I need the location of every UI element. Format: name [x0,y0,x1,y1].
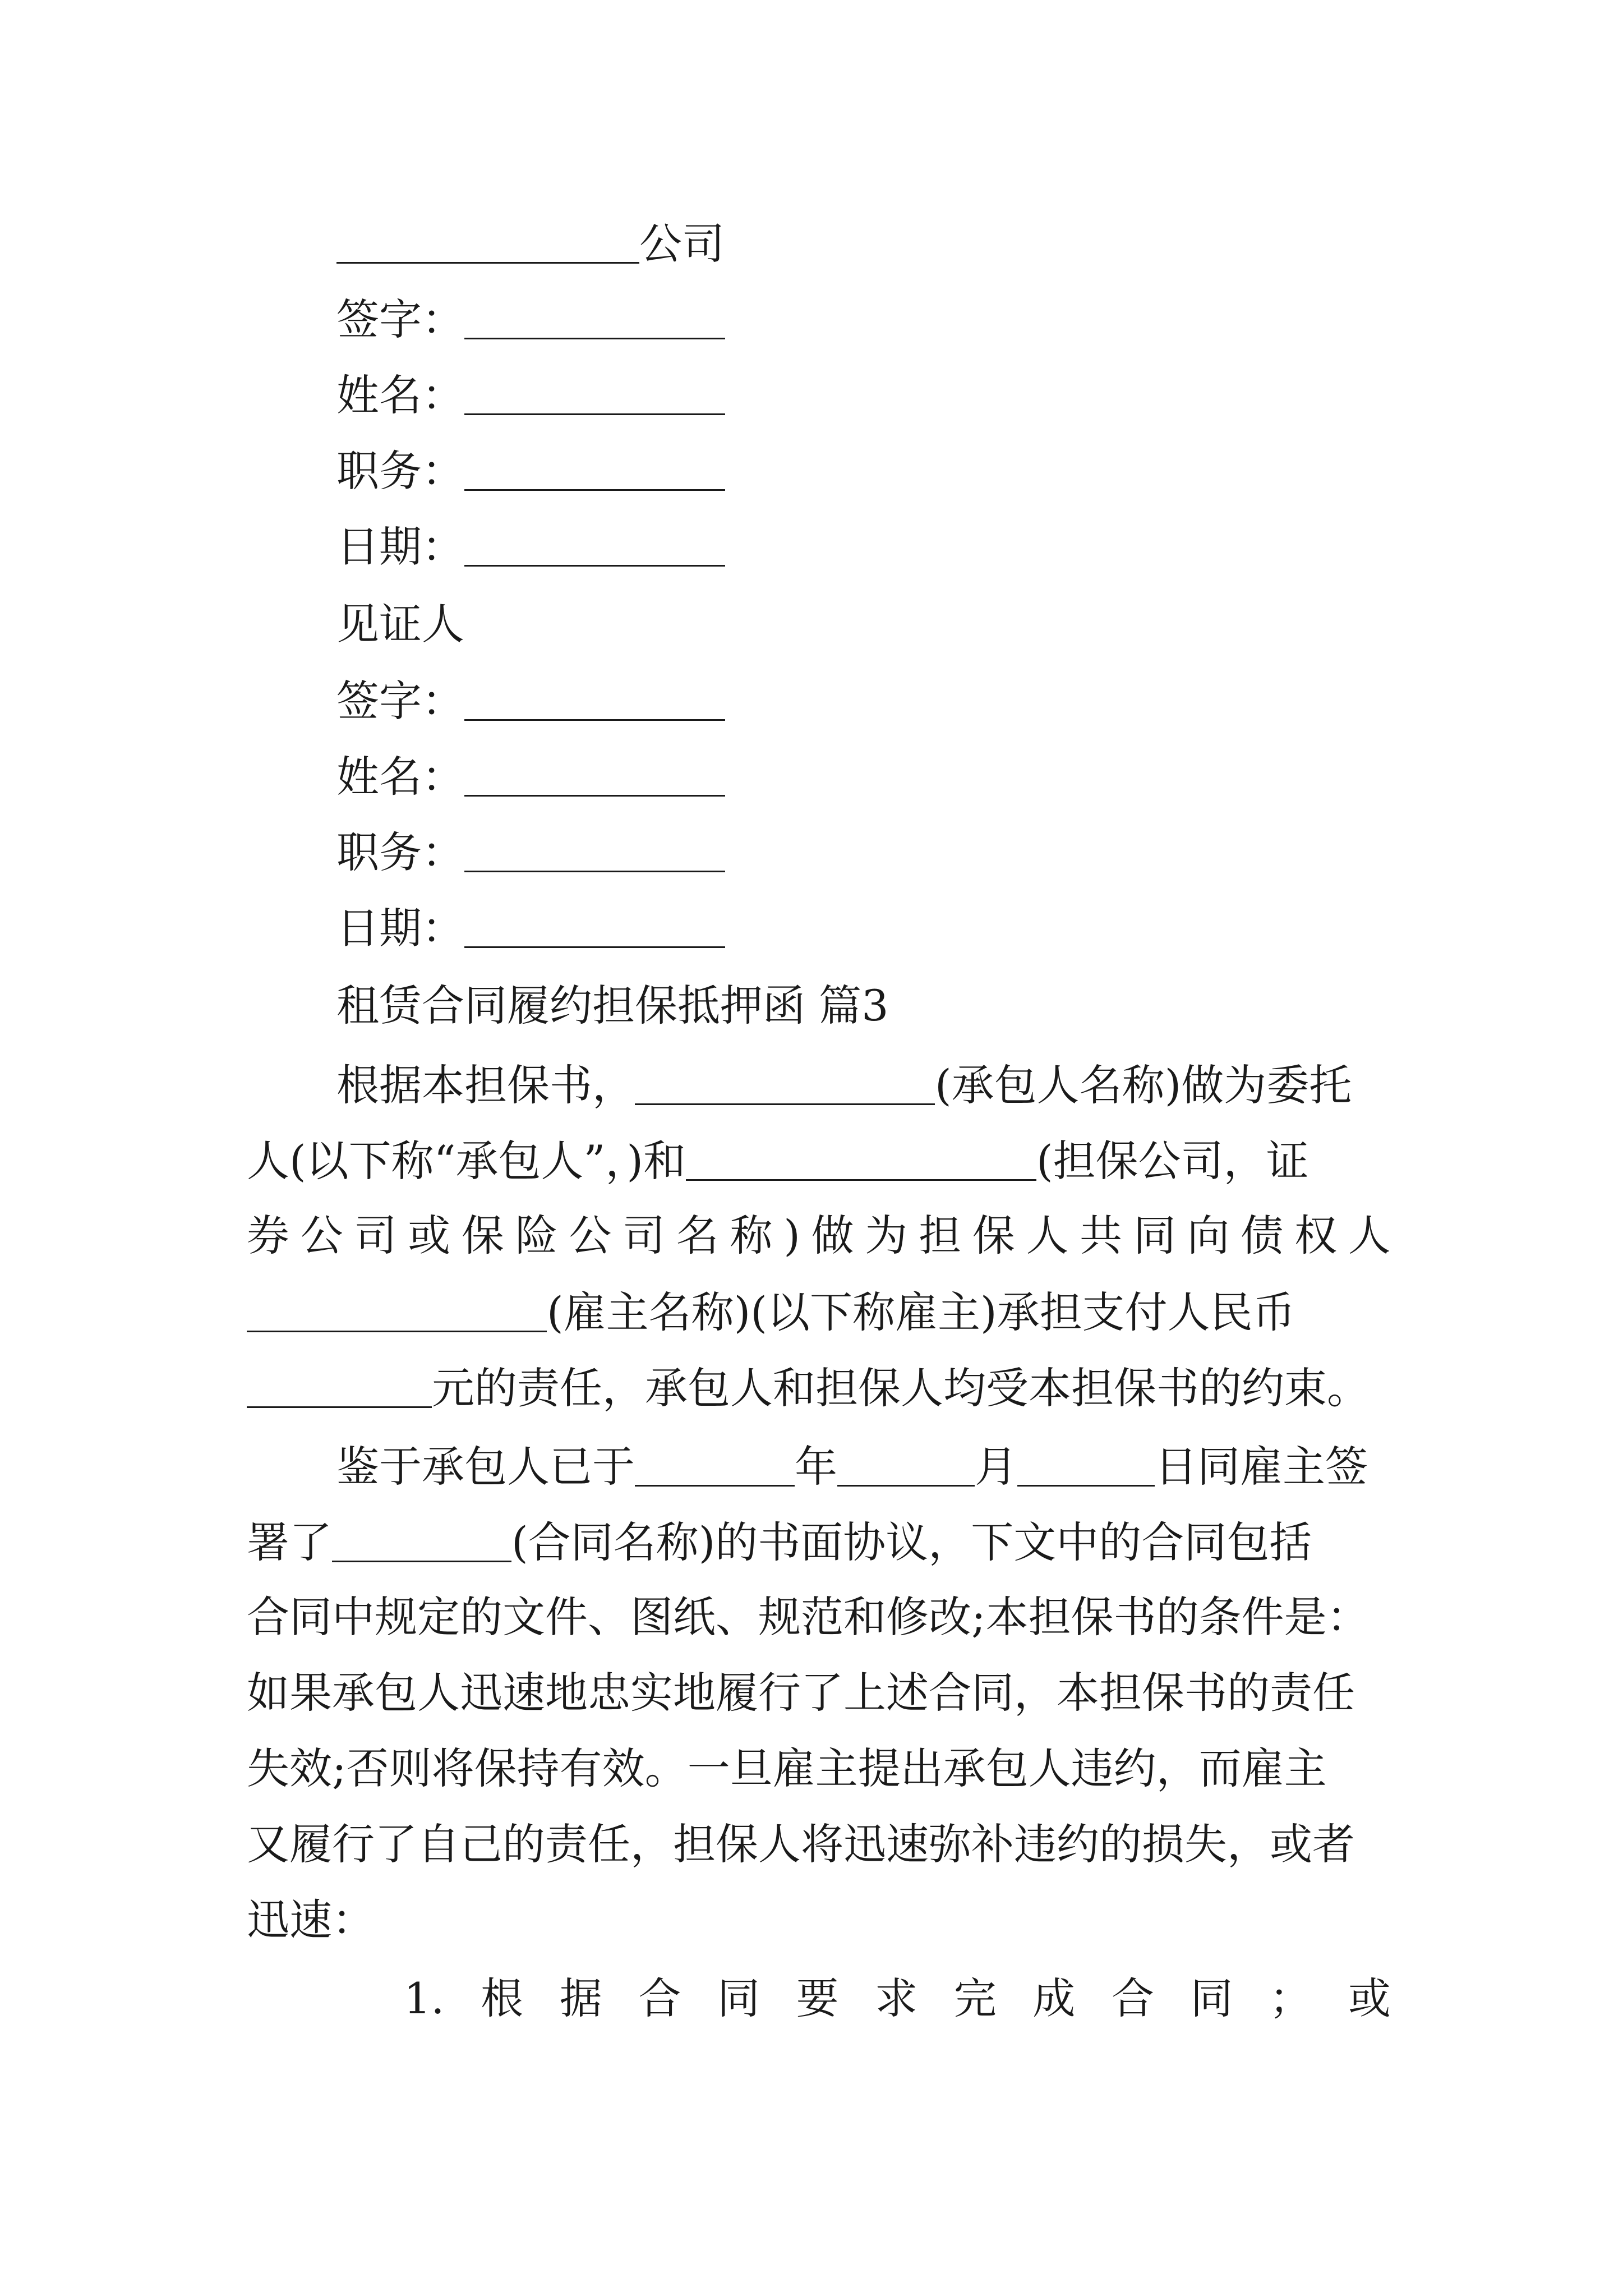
witness-name-blank[interactable] [464,754,725,797]
justified-char: 担 [919,1211,961,1260]
para2-line5: 失效;否则将保持有效。一旦雇主提出承包人违约，而雇主 [247,1743,1327,1793]
justified-char: 保 [461,1211,504,1260]
para1-text: 根据本担保书， [336,1060,635,1111]
para2-line4: 如果承包人迅速地忠实地履行了上述合同，本担保书的责任 [247,1668,1355,1718]
para2-text: 署了 [247,1517,332,1568]
justified-char: ) [783,1211,800,1260]
company-suffix: 公司 [639,219,725,269]
para1-text: (担保公司，证 [1036,1136,1309,1186]
para2-line2 [247,1517,1391,1568]
witness-position-blank[interactable] [464,830,725,872]
justified-char: 合 [638,1973,681,2023]
name-blank[interactable] [464,373,725,415]
justified-char: 完 [953,1973,997,2023]
justified-char: 名 [676,1211,719,1260]
year-label: 年 [795,1442,837,1492]
para1-line3 [247,1211,1391,1260]
justified-char: ； [1269,1973,1312,2023]
month-label: 月 [975,1442,1017,1492]
justified-char: 司 [354,1211,397,1260]
para1-line2 [247,1136,1391,1186]
witness-signature-blank[interactable] [464,679,725,721]
para2-text: 鉴于承包人已于 [336,1442,635,1492]
para2-text: (合同名称)的书面协议，下文中的合同包括 [511,1517,1312,1568]
justified-char: 向 [1187,1211,1230,1260]
day-blank[interactable] [1017,1444,1155,1487]
witness-position-row [336,827,1481,878]
month-blank[interactable] [837,1444,975,1487]
justified-char: 债 [1241,1211,1284,1260]
date-label: 日期： [336,522,464,572]
company-date-row [336,522,1481,572]
justified-char: 为 [865,1211,908,1260]
justified-char: 司 [623,1211,666,1260]
justified-char: 合 [1112,1973,1154,2023]
employer-name-blank[interactable] [247,1290,547,1332]
para2-line3: 合同中规定的文件、图纸、规范和修改;本担保书的条件是： [247,1592,1370,1642]
list-item-1 [404,1973,1391,2023]
witness-signature-label: 签字： [336,676,464,726]
para1-text: 元的责任，承包人和担保人均受本担保书的约束。 [432,1363,1370,1414]
para1-text: (雇主名称)(以下称雇主)承担支付人民币 [547,1287,1295,1338]
guarantor-name-blank[interactable] [686,1139,1036,1181]
company-line [336,219,1481,269]
justified-char: 称 [730,1211,773,1260]
justified-char: 或 [408,1211,451,1260]
signature-label: 签字： [336,295,464,345]
para1-text: (承包人名称)做为委托 [935,1060,1352,1111]
company-name-blank[interactable] [336,222,639,264]
para2-text: 日同雇主签 [1155,1442,1368,1492]
para1-line4 [247,1287,1391,1338]
company-position-row [336,446,1481,496]
justified-char: 根 [481,1973,524,2023]
justified-char: 做 [811,1211,854,1260]
name-label: 姓名： [336,370,464,421]
amount-blank[interactable] [247,1366,432,1408]
date-blank[interactable] [464,524,725,567]
justified-char: 成 [1032,1973,1076,2023]
justified-char: 据 [559,1973,602,2023]
justified-char: 同 [1190,1973,1233,2023]
contract-name-blank[interactable] [332,1520,511,1562]
para2-line6: 又履行了自己的责任，担保人将迅速弥补违约的损失，或者 [247,1819,1355,1869]
para1-text: 人(以下称“承包人”，)和 [247,1136,686,1186]
witness-date-row [336,903,1481,954]
para1-line5 [247,1363,1391,1414]
witness-name-row [336,752,1481,802]
signature-blank[interactable] [464,297,725,339]
justified-char: 人 [1026,1211,1069,1260]
justified-char: 要 [796,1973,839,2023]
para2-line1 [336,1442,1481,1492]
witness-name-label: 姓名： [336,752,464,802]
position-label: 职务： [336,446,464,496]
justified-char: 保 [972,1211,1015,1260]
company-signature-row [336,295,1481,345]
justified-char: 公 [569,1211,612,1260]
justified-char: 同 [1133,1211,1176,1260]
justified-char: 险 [515,1211,558,1260]
justified-char: 共 [1080,1211,1123,1260]
witness-position-label: 职务： [336,827,464,878]
section-title: 租赁合同履约担保抵押函 篇3 [336,981,889,1030]
witness-date-label: 日期： [336,903,464,954]
justified-char: 人 [1348,1211,1391,1260]
justified-char: 求 [875,1973,918,2023]
para1-line1 [336,1060,1481,1111]
justified-char: 同 [717,1973,760,2023]
witness-signature-row [336,676,1481,726]
justified-char: 1. [404,1973,445,2023]
para2-line7: 迅速： [247,1895,375,1945]
company-name-row [336,370,1481,421]
justified-char: 或 [1348,1973,1391,2023]
year-blank[interactable] [635,1444,795,1487]
witness-title: 见证人 [336,599,464,649]
witness-date-blank[interactable] [464,906,725,948]
justified-char: 权 [1294,1211,1338,1260]
position-blank[interactable] [464,449,725,491]
contractor-name-blank[interactable] [635,1063,935,1105]
justified-char: 券 [247,1211,289,1260]
justified-char: 公 [300,1211,343,1260]
